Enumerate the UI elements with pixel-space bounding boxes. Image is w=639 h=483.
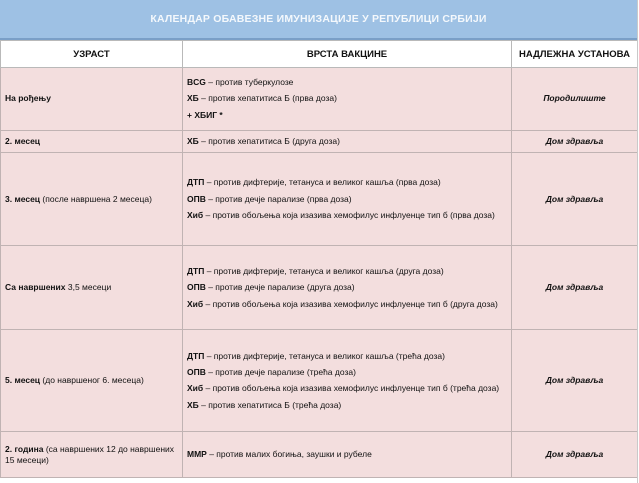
- vaccine-name: ММР: [187, 449, 207, 460]
- vaccine-description: – против дифтерије, тетануса и великог кашља (прва доза): [204, 177, 441, 188]
- vaccine-description: – против обољења која изазива хемофилус инфлуенце тип б (прва доза): [203, 210, 495, 221]
- page-title: КАЛЕНДАР ОБАВЕЗНЕ ИМУНИЗАЦИЈЕ У РЕПУБЛИЦИ СРБИЈИ: [0, 0, 637, 40]
- age-label: Са навршених: [5, 282, 66, 293]
- header-row: [1, 41, 638, 68]
- institution-cell: Дом здравља: [512, 432, 638, 478]
- table-row: [1, 246, 638, 330]
- vaccine-line: [187, 177, 507, 188]
- age-detail: (до навршеног 6. месеца): [40, 375, 144, 386]
- vaccine-name: ОПВ: [187, 367, 206, 377]
- age-detail: 3,5 месеци: [65, 282, 112, 293]
- vaccine-description: – против дечје парализе (трећа доза): [205, 367, 356, 377]
- institution-cell: Дом здравља: [512, 330, 638, 432]
- vaccine-description: – против хепатитиса Б (друга доза): [198, 136, 340, 146]
- table-row: [1, 432, 638, 478]
- vaccine-line: [187, 93, 507, 104]
- age-label: 2. година: [5, 443, 44, 454]
- vaccine-cell: [183, 153, 512, 246]
- vaccine-line: [187, 136, 507, 147]
- vaccine-cell: [183, 330, 512, 432]
- vaccine-description: – против хепатитиса Б (трећа доза): [198, 399, 342, 410]
- vaccine-line: [187, 194, 507, 205]
- age-label: 5. месец: [5, 375, 41, 386]
- vaccine-name: Хиб: [187, 210, 204, 221]
- vaccine-line: [187, 367, 507, 378]
- vaccine-cell: [183, 68, 512, 131]
- table-row: [1, 131, 638, 153]
- vaccine-line: [187, 210, 507, 221]
- vaccine-description: – против дечје парализе (друга доза): [205, 282, 355, 293]
- vaccine-line: [187, 351, 507, 362]
- age-detail: (после навршена 2 месеца): [40, 193, 152, 204]
- vaccine-description: – против дифтерије, тетануса и великог кашља (трећа доза): [204, 350, 445, 361]
- vaccine-line: [187, 282, 507, 293]
- vaccine-name: ДТП: [187, 177, 205, 188]
- vaccine-name: ДТП: [187, 265, 205, 276]
- vaccine-line: [187, 449, 507, 460]
- age-label: На рођењу: [5, 93, 51, 104]
- vaccine-name: ОПВ: [187, 282, 206, 293]
- institution-cell: Дом здравља: [512, 246, 638, 330]
- age-cell: [1, 68, 183, 131]
- vaccine-name: + ХБИГ *: [187, 109, 223, 120]
- vaccine-line: [187, 110, 507, 121]
- vaccine-name: ОПВ: [187, 193, 206, 204]
- age-cell: [1, 246, 183, 330]
- vaccine-description: – против дифтерије, тетануса и великог кашља (друга доза): [204, 265, 444, 276]
- vaccine-name: ДТП: [187, 350, 205, 361]
- age-cell: [1, 153, 183, 246]
- vaccine-description: – против дечје парализе (прва доза): [205, 193, 352, 204]
- header-age: УЗРАСТ: [1, 41, 183, 68]
- table-row: [1, 330, 638, 432]
- institution-cell: Дом здравља: [512, 153, 638, 246]
- vaccine-cell: [183, 246, 512, 330]
- vaccine-description: – против обољења која изазива хемофилус инфлуенце тип б (трећа доза): [203, 383, 500, 394]
- vaccine-name: BCG: [187, 76, 206, 87]
- institution-cell: Дом здравља: [512, 131, 638, 153]
- vaccine-description: – против хепатитиса Б (прва доза): [198, 93, 337, 104]
- age-label: 3. месец: [5, 193, 41, 204]
- vaccine-description: – против обољења која изазива хемофилус инфлуенце тип б (друга доза): [203, 298, 498, 309]
- vaccine-line: [187, 299, 507, 310]
- vaccine-name: Хиб: [187, 383, 204, 394]
- vaccine-line: [187, 400, 507, 411]
- vaccine-name: ХБ: [187, 136, 199, 146]
- table-row: [1, 153, 638, 246]
- immunization-table: [0, 40, 638, 478]
- vaccine-name: ХБ: [187, 93, 199, 104]
- vaccine-description: – против туберкулозе: [205, 76, 294, 87]
- age-cell: [1, 330, 183, 432]
- age-detail: (са навршених 12 до навршених 15 месеци): [5, 443, 175, 465]
- vaccine-line: [187, 266, 507, 277]
- age-cell: [1, 432, 183, 478]
- institution-cell: Породилиште: [512, 68, 638, 131]
- vaccine-cell: [183, 131, 512, 153]
- vaccine-cell: [183, 432, 512, 478]
- table-row: [1, 68, 638, 131]
- header-vaccine: ВРСТА ВАКЦИНЕ: [183, 41, 512, 68]
- header-institution: НАДЛЕЖНА УСТАНОВА: [512, 41, 638, 68]
- vaccine-name: Хиб: [187, 298, 204, 309]
- vaccine-description: – против малих богиња, заушки и рубеле: [206, 449, 372, 460]
- age-label: 2. месец: [5, 136, 41, 146]
- vaccine-name: ХБ: [187, 399, 199, 410]
- vaccine-line: [187, 383, 507, 394]
- age-cell: [1, 131, 183, 153]
- vaccine-line: [187, 77, 507, 88]
